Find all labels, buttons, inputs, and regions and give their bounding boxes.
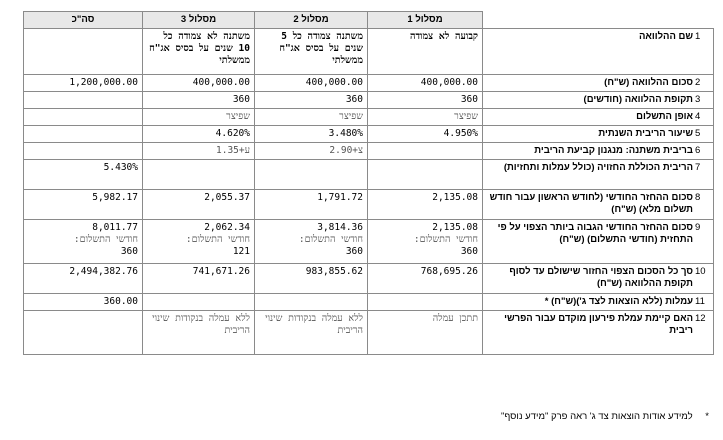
table-row <box>24 190 714 220</box>
row-number: 6 <box>695 145 701 156</box>
row-label <box>483 109 714 126</box>
footnote <box>501 411 709 422</box>
row-label-text: שם ההלוואה <box>638 31 693 42</box>
track-1-cell: 768,695.26 <box>368 264 483 294</box>
track-2-cell: 400,000.00 <box>255 75 368 92</box>
row-label <box>483 190 714 220</box>
track-2-cell: 1,791.72 <box>255 190 368 220</box>
row-label-text: סכום ההלוואה (ש"ח) <box>604 77 693 88</box>
track-3-cell <box>143 220 255 264</box>
track-3-cell: 360 <box>143 92 255 109</box>
row-label-text: אופן התשלום <box>636 111 693 122</box>
row-label <box>483 75 714 92</box>
cell-line: 360 <box>460 246 478 257</box>
total-cell <box>24 311 143 355</box>
cell-line: 2,135.08 <box>432 222 478 233</box>
track-2-cell: 983,855.62 <box>255 264 368 294</box>
row-label-text: עמלות (ללא הוצאות לצד ג')(ש"ח) * <box>544 296 693 307</box>
cell-line: 360 <box>345 246 363 257</box>
track-1-cell: 400,000.00 <box>368 75 483 92</box>
row-label <box>483 311 714 355</box>
total-cell: 360.00 <box>24 294 143 311</box>
track-2-cell: צ+2.90 <box>255 143 368 160</box>
track-1-cell <box>368 143 483 160</box>
row-label-text: שיעור הריבית השנתית <box>598 128 693 139</box>
track-1-cell: תתכן עמלה <box>368 311 483 355</box>
table-row <box>24 75 714 92</box>
track-3-cell <box>143 160 255 190</box>
table-row <box>24 126 714 143</box>
cell-line: חודשי התשלום: <box>413 234 478 245</box>
cell-line: חודשי התשלום: <box>185 234 250 245</box>
table-row <box>24 160 714 190</box>
track-1-cell: 4.950% <box>368 126 483 143</box>
row-label-text: סך כל הסכום הצפוי החזור שישולם עד לסוף תקופת ההלוואה (ש"ח) <box>509 266 693 289</box>
total-cell: 5.430% <box>24 160 143 190</box>
table-row <box>24 92 714 109</box>
track-2-cell <box>255 220 368 264</box>
row-number: 3 <box>695 94 701 105</box>
cell-line: חודשי התשלום: <box>73 234 138 245</box>
footnote-text: למידע אודות הוצאות צד ג' ראה פרק "מידע נוסף" <box>500 411 693 422</box>
row-label-text: האם קיימת עמלת פירעון מוקדם עבור הפרשי ריבית <box>504 313 693 336</box>
track-1-cell: שפיצר <box>368 109 483 126</box>
table-row <box>24 264 714 294</box>
header-blank <box>483 12 714 29</box>
total-cell <box>24 143 143 160</box>
row-number: 1 <box>695 31 701 42</box>
track-3-cell: 2,055.37 <box>143 190 255 220</box>
header-track-1: מסלול 1 <box>368 12 483 29</box>
row-number: 5 <box>695 128 701 139</box>
cell-line: 121 <box>232 246 250 257</box>
track-1-cell: 360 <box>368 92 483 109</box>
cell-line: 3,814.36 <box>317 222 363 233</box>
track-3-cell: משתנה לא צמודה כל 10 שנים על בסיס אג"ח ממשלתי <box>143 29 255 75</box>
track-3-cell: ע+1.35 <box>143 143 255 160</box>
row-number: 11 <box>695 296 705 307</box>
row-number: 4 <box>695 111 701 122</box>
track-2-cell <box>255 160 368 190</box>
row-number: 2 <box>695 77 701 88</box>
row-label <box>483 220 714 264</box>
track-2-cell: שפיצר <box>255 109 368 126</box>
row-label-text: סכום ההחזר החודשי הגבוה ביותר הצפוי על פי התחזית (חודשי התשלום) (ש"ח) <box>497 222 693 245</box>
row-number: 12 <box>695 313 706 324</box>
row-label <box>483 29 714 75</box>
row-label <box>483 126 714 143</box>
row-label-text: תקופת ההלוואה (חודשים) <box>583 94 693 105</box>
table-row <box>24 29 714 75</box>
row-label-text: סכום ההחזר החודשי (לחודש הראשון עבור חודש תשלום מלא) (ש"ח) <box>489 192 693 215</box>
row-number: 7 <box>695 162 701 173</box>
cell-line: 360 <box>120 246 138 257</box>
track-1-cell <box>368 160 483 190</box>
row-label-text: בריבית משתנה: מנגנון קביעת הריבית <box>534 145 693 156</box>
row-label <box>483 92 714 109</box>
track-2-cell: ללא עמלה בנקודות שינוי הריבית <box>255 311 368 355</box>
table-row <box>24 220 714 264</box>
header-track-2: מסלול 2 <box>255 12 368 29</box>
track-3-cell <box>143 294 255 311</box>
total-cell: 2,494,382.76 <box>24 264 143 294</box>
track-1-cell: קבועה לא צמודה <box>368 29 483 75</box>
total-cell <box>24 220 143 264</box>
table-row <box>24 109 714 126</box>
track-3-cell: 741,671.26 <box>143 264 255 294</box>
row-label <box>483 294 714 311</box>
track-3-cell: ללא עמלה בנקודות שינוי הריבית <box>143 311 255 355</box>
cell-line: חודשי התשלום: <box>298 234 363 245</box>
footnote-star: * <box>705 411 709 422</box>
total-cell <box>24 29 143 75</box>
total-cell: 1,200,000.00 <box>24 75 143 92</box>
cell-line: 8,011.77 <box>92 222 138 233</box>
table-row <box>24 311 714 355</box>
track-3-cell: 400,000.00 <box>143 75 255 92</box>
total-cell <box>24 92 143 109</box>
header-total: סה"כ <box>24 12 143 29</box>
track-2-cell: 3.480% <box>255 126 368 143</box>
header-track-3: מסלול 3 <box>143 12 255 29</box>
track-3-cell: 4.620% <box>143 126 255 143</box>
row-label <box>483 143 714 160</box>
track-3-cell: שפיצר <box>143 109 255 126</box>
track-1-cell <box>368 220 483 264</box>
row-label <box>483 264 714 294</box>
row-number: 9 <box>695 222 701 233</box>
track-1-cell: 2,135.08 <box>368 190 483 220</box>
table-row <box>24 143 714 160</box>
track-2-cell: משתנה צמודה כל 5 שנים על בסיס אג"ח ממשלתי <box>255 29 368 75</box>
row-label <box>483 160 714 190</box>
row-number: 8 <box>695 192 701 203</box>
row-number: 10 <box>695 266 706 277</box>
header-row <box>24 12 714 29</box>
total-cell: 5,982.17 <box>24 190 143 220</box>
row-label-text: הריבית הכוללת החזויה (כולל עמלות ותחזיות) <box>503 162 693 173</box>
loan-comparison-table <box>23 11 714 355</box>
track-2-cell <box>255 294 368 311</box>
track-2-cell: 360 <box>255 92 368 109</box>
total-cell <box>24 126 143 143</box>
cell-line: 2,062.34 <box>204 222 250 233</box>
track-1-cell <box>368 294 483 311</box>
table-row <box>24 294 714 311</box>
total-cell <box>24 109 143 126</box>
